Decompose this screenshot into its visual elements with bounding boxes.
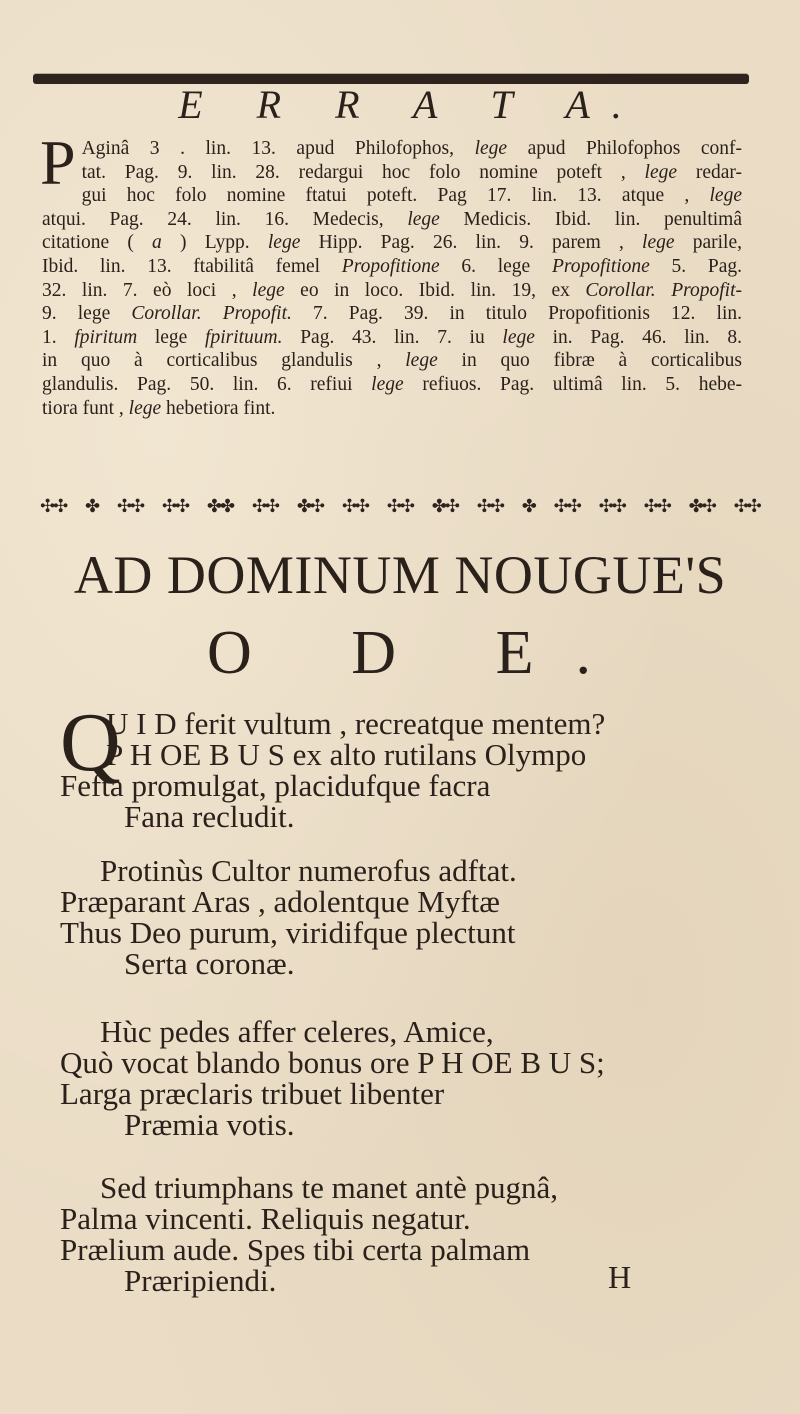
errata-text: in quo fibræ à corticalibus [437, 350, 742, 372]
errata-line [42, 231, 742, 255]
verse-line: P H OE B U S ex alto rutilans Olympo [106, 737, 587, 772]
errata-title: E R R A T A. [178, 82, 644, 127]
fleuron-ornament-icon: ✤✣ [431, 496, 458, 517]
stanza-3 [60, 1016, 605, 1140]
errata-text: lege [137, 326, 206, 348]
errata-line [42, 349, 742, 373]
fleuron-ornament-icon: ✣✣ [251, 496, 279, 517]
errata-italic: lege [371, 373, 404, 395]
errata-line [42, 137, 742, 161]
errata-text: in. Pag. 46. lin. 8. [534, 326, 742, 348]
errata-text: eo in loco. Ibid. lin. 19, ex [284, 279, 586, 301]
errata-italic: Corollar. Propofit. [131, 303, 292, 325]
verse-line: Larga præclaris tribuet libenter [60, 1076, 445, 1111]
errata-text: Medicis. Ibid. lin. penultimâ [439, 208, 742, 230]
errata-italic: lege [502, 326, 535, 348]
fleuron-ornament-icon: ✣✣ [553, 496, 580, 517]
stanza-dropcap: Q [60, 696, 121, 789]
errata-text: in quo à corticalibus glandulis , [42, 350, 406, 372]
errata-italic: lege [252, 279, 285, 301]
errata-text: redar- [677, 161, 742, 183]
verse-line: Thus Deo purum, viridifque plectunt [60, 915, 516, 950]
fleuron-ornament-icon: ✤ [521, 496, 535, 517]
verse-line: Sed triumphans te manet antè pugnâ, [100, 1170, 558, 1205]
errata-line [42, 208, 742, 232]
stanza-2 [60, 855, 517, 979]
fleuron-ornament-icon: ✣✣ [598, 496, 625, 517]
errata-line [42, 326, 742, 350]
errata-text: citatione ( [42, 232, 153, 254]
verse-line: Serta coronæ. [124, 946, 295, 981]
fleuron-ornament-icon: ✤✤ [206, 496, 234, 517]
verse-line: Quò vocat blando bonus ore P H OE B U S; [60, 1045, 605, 1080]
fleuron-ornament-icon: ✤✣ [688, 496, 715, 517]
errata-line [42, 279, 742, 303]
errata-italic: lege [644, 161, 678, 183]
errata-text: 5. Pag. [649, 255, 743, 277]
errata-italic: fpiritum [74, 326, 138, 348]
errata-italic: a [152, 232, 162, 254]
fleuron-ornament-icon: ✣✣ [161, 496, 189, 517]
fleuron-ornament-icon: ✣✣ [40, 496, 67, 517]
errata-italic: Propofitione [551, 255, 650, 277]
errata-italic: lege [128, 397, 162, 419]
stanza-4 [60, 1172, 558, 1296]
verse-line: Præripiendi. [124, 1263, 277, 1298]
errata-text: ) Lypp. [161, 232, 268, 254]
errata-italic: lege [709, 185, 742, 207]
verse-line: Fana recludit. [124, 799, 295, 834]
errata-line [42, 397, 742, 421]
verse-line: Præparant Aras , adolentque Myftæ [60, 884, 500, 919]
errata-text: 6. lege [439, 255, 552, 277]
errata-italic: fpirituum. [205, 326, 283, 348]
ornament-divider [40, 492, 760, 522]
stanza-1 [60, 696, 606, 834]
errata-line [42, 255, 742, 279]
errata-text: parile, [674, 232, 742, 254]
errata-text: tat. Pag. 9. lin. 28. redargui hoc folo nomine poteft , [81, 161, 645, 183]
errata-italic: lege [407, 208, 440, 230]
errata-text: 9. lege [42, 303, 132, 325]
errata-text: tiora funt , [42, 397, 129, 419]
errata-italic: lege [405, 350, 438, 372]
fleuron-ornament-icon: ✣✣ [386, 496, 413, 517]
errata-italic: lege [474, 138, 508, 159]
verse-line: U I D ferit vultum , recreatque mentem? [106, 706, 606, 741]
verse-line: Protinùs Cultor numerofus adftat. [100, 853, 517, 888]
errata-line [42, 161, 742, 185]
signature-mark: H [608, 1259, 632, 1295]
errata-text: glandulis. Pag. 50. lin. 6. refiui [42, 373, 372, 395]
errata-italic: Propofitione [341, 255, 440, 277]
errata-line [42, 184, 742, 208]
errata-text: Ibid. lin. 13. ftabilitâ femel [42, 255, 342, 277]
fleuron-ornament-icon: ✣✣ [476, 496, 503, 517]
verse-line: Palma vincenti. Reliquis negatur. [60, 1201, 471, 1236]
errata-body [40, 127, 743, 420]
errata-text: Aginâ 3 . lin. 13. apud Philofophos, [81, 138, 475, 159]
ode-heading: AD DOMINUM NOUGUE'S [73, 545, 727, 605]
fleuron-ornament-icon: ✤✣ [296, 496, 323, 517]
errata-text: Hipp. Pag. 26. lin. 9. parem , [300, 232, 643, 254]
verse-line: Hùc pedes affer celeres, Amice, [100, 1014, 494, 1049]
errata-dropcap: P [40, 127, 76, 198]
errata-text: apud Philofophos conf- [507, 138, 742, 159]
verse-line: Præmia votis. [124, 1107, 295, 1142]
errata-italic: lege [642, 232, 675, 254]
errata-line [42, 373, 742, 397]
verse-line: Prælium aude. Spes tibi certa palmam [60, 1232, 531, 1267]
fleuron-ornament-icon: ✣✣ [733, 496, 760, 517]
ode-title: O D E. [207, 619, 633, 687]
errata-text: 7. Pag. 39. in titulo Propofitionis 12. lin. [291, 303, 742, 325]
errata-text: 1. [42, 326, 75, 348]
errata-line [42, 302, 742, 326]
errata-text: atqui. Pag. 24. lin. 16. Medecis, [42, 208, 408, 230]
errata-text: Pag. 43. lin. 7. iu [282, 326, 503, 348]
errata-text: gui hoc folo nomine ftatui poteft. Pag 17. lin. 13. atque , [81, 185, 710, 207]
errata-text: refiuos. Pag. ultimâ lin. 5. hebe- [403, 373, 742, 395]
errata-italic: lege [267, 232, 301, 254]
fleuron-ornament-icon: ✣✣ [116, 496, 144, 517]
verse-line: Fefta promulgat, placidufque facra [60, 768, 491, 803]
fleuron-ornament-icon: ✤ [84, 496, 99, 517]
errata-text: hebetiora fint. [161, 397, 276, 419]
fleuron-ornament-icon: ✣✣ [341, 496, 368, 517]
fleuron-ornament-icon: ✣✣ [643, 496, 670, 517]
errata-text: 32. lin. 7. eò loci , [42, 279, 253, 301]
errata-italic: Corollar. Propofit- [585, 279, 742, 301]
